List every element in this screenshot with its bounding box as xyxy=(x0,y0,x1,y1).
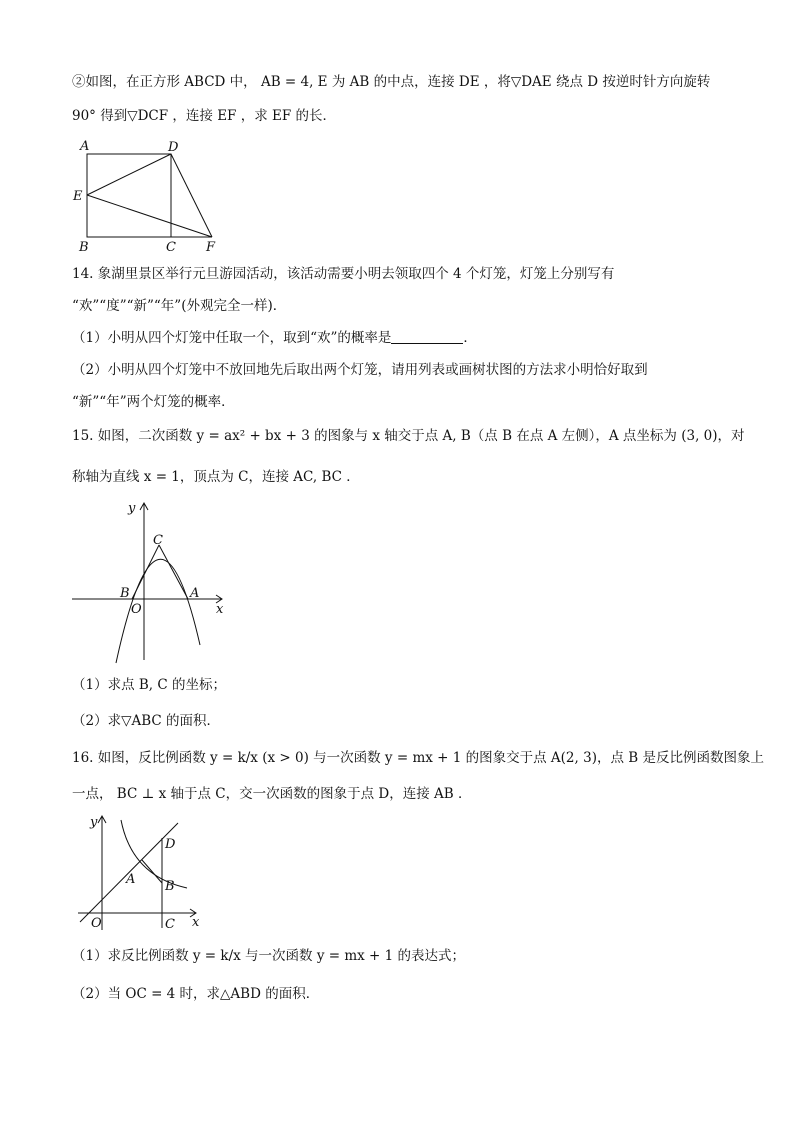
q16-text-line1: 16. 如图，反比例函数 y = k/x (x > 0) 与一次函数 y = mx + 1 的图象交于点 A(2, 3)，点 B 是反比例函数图象上 xyxy=(72,750,764,766)
q14-part1-text: （1）小明从四个灯笼中任取一个，取到“欢”的概率是 xyxy=(72,330,392,346)
label-x: x xyxy=(192,915,200,930)
q15-part2: （2）求▽ABC 的面积． xyxy=(72,713,221,729)
q14-text-line1: 14. 象湖里景区举行元旦游园活动，该活动需要小明去领取四个 4 个灯笼，灯笼上分别写有 xyxy=(72,266,615,282)
hyperbola-line-figure xyxy=(74,808,214,933)
q15-text-line1: 15. 如图，二次函数 y = ax² + bx + 3 的图象与 x 轴交于点 A, B（点 B 在点 A 左侧），A 点坐标为 (3, 0)，对 xyxy=(72,428,745,444)
segment-bc xyxy=(132,545,159,599)
segment-df xyxy=(171,154,212,237)
label-d: D xyxy=(168,140,179,155)
q14-text-line2: “欢”“度”“新”“年”(外观完全一样)． xyxy=(72,298,287,314)
label-c: C xyxy=(165,917,175,932)
label-b: B xyxy=(165,879,175,894)
q16-part1: （1）求反比例函数 y = k/x 与一次函数 y = mx + 1 的表达式； xyxy=(72,948,466,964)
q15-text-line2: 称轴为直线 x = 1，顶点为 C，连接 AC, BC ． xyxy=(72,469,360,485)
q14-part1 xyxy=(72,328,477,348)
label-a: A xyxy=(126,872,136,887)
label-d: D xyxy=(165,837,176,852)
label-x: x xyxy=(216,602,224,617)
segment-ac xyxy=(159,545,188,599)
parabola-figure xyxy=(66,495,236,665)
label-a: A xyxy=(80,139,90,154)
q13-text-line2: 90° 得到▽DCF ，连接 EF ，求 EF 的长． xyxy=(72,108,337,124)
q16-text-line2: 一点， BC ⊥ x 轴于点 C，交一次函数的图象于点 D，连接 AB ． xyxy=(72,786,472,802)
segment-ef xyxy=(87,195,212,237)
label-c: C xyxy=(153,533,163,548)
q14-part2-line2: “新”“年”两个灯笼的概率． xyxy=(72,394,235,410)
square-abcd xyxy=(87,154,171,237)
parabola-curve xyxy=(116,559,200,663)
q14-part1-end: ． xyxy=(463,330,477,346)
q13-text-line1: ②如图，在正方形 ABCD 中， AB = 4, E 为 AB 的中点，连接 DE ，将▽DAE 绕点 D 按逆时针方向旋转 xyxy=(72,74,711,90)
label-f: F xyxy=(206,240,216,255)
label-o: O xyxy=(131,602,142,617)
label-b: B xyxy=(120,586,130,601)
label-a: A xyxy=(190,586,200,601)
label-e: E xyxy=(73,189,83,204)
segment-ab xyxy=(142,860,162,883)
label-y: y xyxy=(128,501,136,516)
label-o: O xyxy=(91,916,102,931)
q15-part1: （1）求点 B, C 的坐标； xyxy=(72,677,227,693)
segment-de xyxy=(87,154,171,195)
answer-blank xyxy=(391,329,463,344)
square-rotation-figure xyxy=(70,135,230,255)
label-b: B xyxy=(79,240,89,255)
label-y: y xyxy=(90,815,98,830)
q16-part2: （2）当 OC = 4 时，求△ABD 的面积． xyxy=(72,986,320,1002)
q14-part2-line1: （2）小明从四个灯笼中不放回地先后取出两个灯笼，请用列表或画树状图的方法求小明恰好取到 xyxy=(72,362,648,378)
label-c: C xyxy=(166,240,176,255)
